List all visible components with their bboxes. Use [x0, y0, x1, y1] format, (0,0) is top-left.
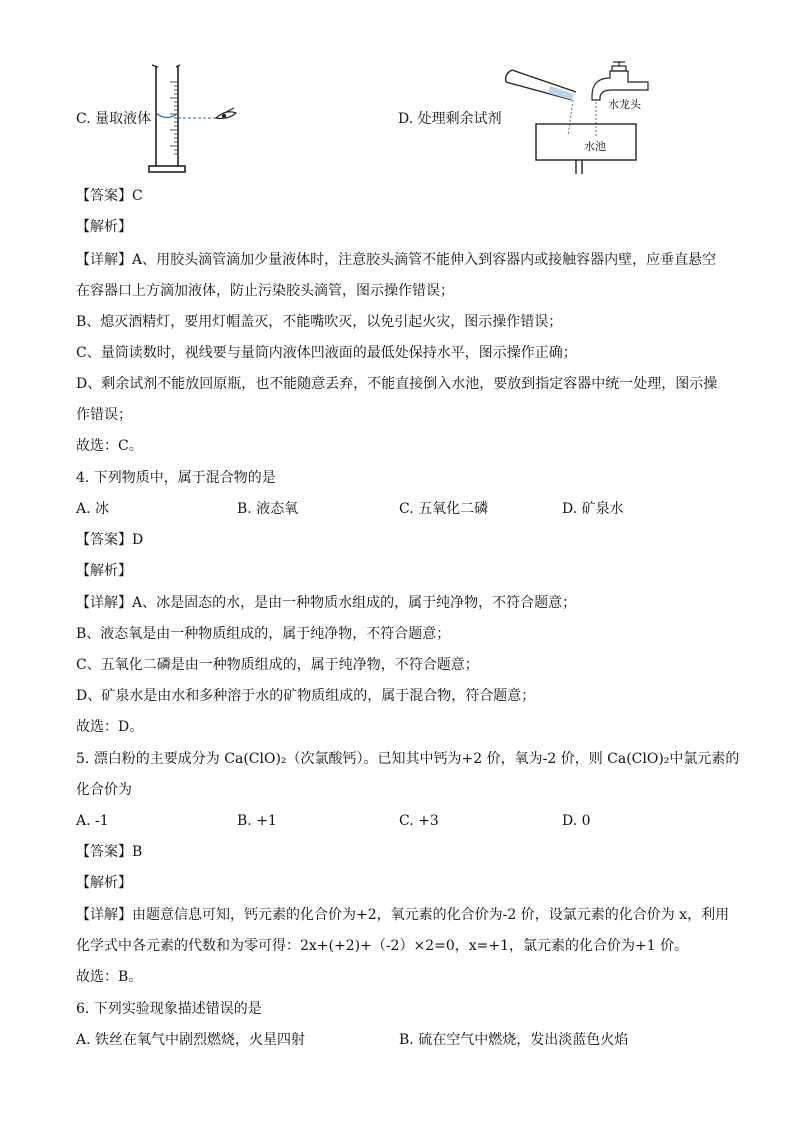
q5-detail-2: 化学式中各元素的代数和为零可得：2x+(+2)+（-2）×2=0，x=+1，氯元素的化合价为+1 价。 [76, 938, 689, 954]
graduated-cylinder-figure [148, 62, 248, 178]
q4-option-d: D. 矿泉水 [562, 501, 624, 517]
q6-option-a: A. 铁丝在氧气中剧烈燃烧，火星四射 [76, 1032, 306, 1048]
q4-option-b: B. 液态氧 [237, 501, 299, 517]
q5-stem-line-1: 5. 漂白粉的主要成分为 Ca(ClO)₂（次氯酸钙）。已知其中钙为+2 价，氧为-2 价，则 Ca(ClO)₂中氯元素的 [76, 751, 740, 767]
q5-option-d: D. 0 [562, 813, 591, 829]
q4-conclusion: 故选：D。 [76, 719, 144, 735]
faucet-label: 水龙头 [608, 98, 641, 111]
q3-option-d: D. 处理剩余试剂 [398, 111, 502, 127]
q6-option-b: B. 硫在空气中燃烧，发出淡蓝色火焰 [399, 1032, 629, 1048]
q5-stem-line-2: 化合价为 [76, 782, 132, 798]
q3-answer: 【答案】C [76, 188, 143, 204]
q4-detail-3: C、五氧化二磷是由一种物质组成的，属于纯净物，不符合题意； [76, 657, 479, 673]
q6-stem: 6. 下列实验现象描述错误的是 [76, 1001, 262, 1017]
q5-answer: 【答案】B [76, 844, 143, 860]
q3-conclusion: 故选：C。 [76, 438, 143, 454]
q5-conclusion: 故选：B。 [76, 969, 143, 985]
q3-detail-3: B、熄灭酒精灯，要用灯帽盖灭，不能嘴吹灭，以免引起火灾，图示操作错误； [76, 314, 563, 330]
q4-stem: 4. 下列物质中，属于混合物的是 [76, 470, 276, 486]
q5-option-a: A. -1 [76, 813, 109, 829]
q3-detail-4: C、量筒读数时，视线要与量筒内液体凹液面的最低处保持水平，图示操作正确； [76, 345, 577, 361]
q5-option-c: C. +3 [399, 813, 439, 829]
sink-label: 水池 [584, 140, 606, 153]
q3-detail-1: 【详解】A、用胶头滴管滴加少量液体时，注意胶头滴管不能伸入到容器内或接触容器内壁，应垂直悬空 [76, 252, 717, 268]
q5-option-b: B. +1 [237, 813, 277, 829]
q3-detail-6: 作错误； [76, 407, 132, 423]
q4-detail-2: B、液态氧是由一种物质组成的，属于纯净物，不符合题意； [76, 626, 451, 642]
q3-detail-2: 在容器口上方滴加液体，防止污染胶头滴管，图示操作错误； [76, 283, 454, 299]
q5-detail-1: 【详解】由题意信息可知，钙元素的化合价为+2，氧元素的化合价为-2 价，设氯元素的化合价为 x，利用 [76, 907, 730, 923]
q3-analysis-heading: 【解析】 [76, 219, 132, 235]
q4-analysis-heading: 【解析】 [76, 563, 132, 579]
q4-answer: 【答案】D [76, 532, 144, 548]
q3-detail-5: D、剩余试剂不能放回原瓶，也不能随意丢弃，不能直接倒入水池，要放到指定容器中统一处理，图示操 [76, 376, 718, 392]
q4-detail-1: 【详解】A、冰是固态的水，是由一种物质水组成的，属于纯净物，不符合题意； [76, 595, 577, 611]
q4-detail-4: D、矿泉水是由水和多种溶于水的矿物质组成的，属于混合物，符合题意； [76, 688, 536, 704]
q5-analysis-heading: 【解析】 [76, 875, 132, 891]
q4-option-c: C. 五氧化二磷 [399, 501, 489, 517]
q3-option-c: C. 量取液体 [76, 111, 152, 127]
waste-disposal-figure [502, 54, 652, 178]
q4-option-a: A. 冰 [76, 501, 110, 517]
